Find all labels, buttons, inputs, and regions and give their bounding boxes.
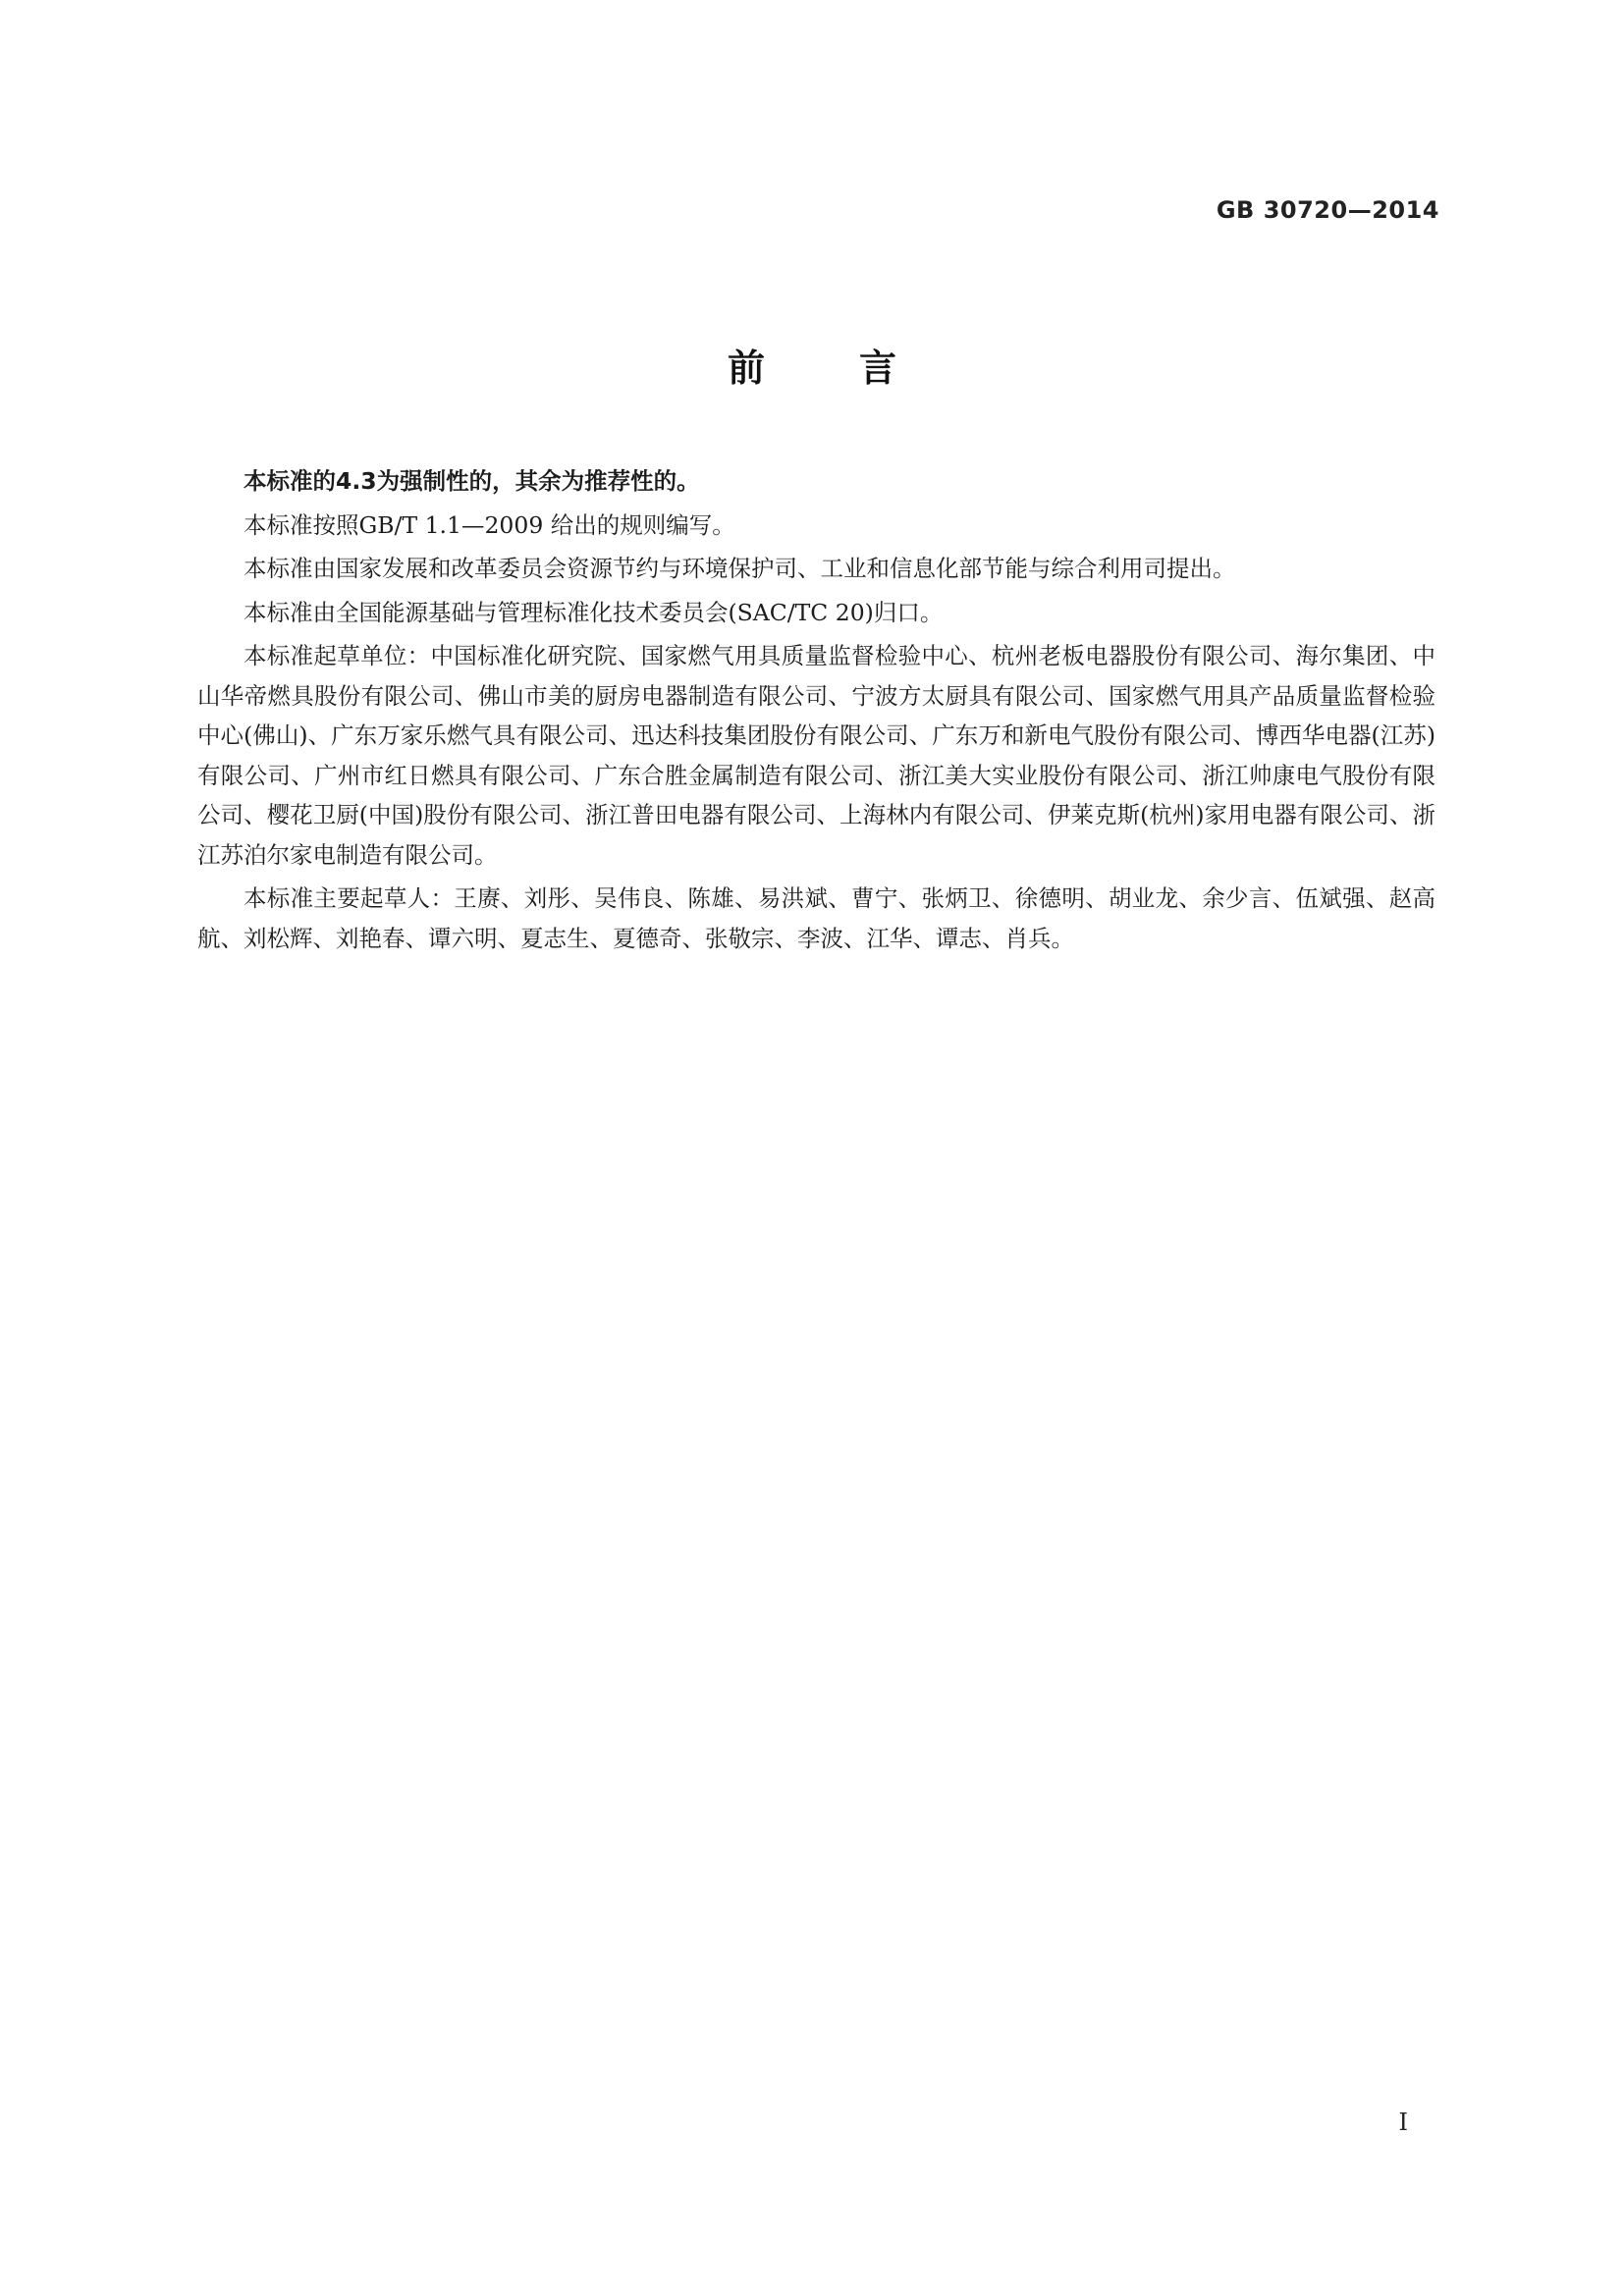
standard-number: GB 30720—2014 — [1216, 196, 1439, 224]
paragraph-technical-committee: 本标准由全国能源基础与管理标准化技术委员会(SAC/TC 20)归口。 — [244, 598, 944, 626]
foreword-body — [197, 461, 1435, 962]
paragraph-drafting-rules: 本标准按照GB/T 1.1—2009 给出的规则编写。 — [244, 510, 735, 539]
paragraph-mandatory-clause: 本标准的4.3为强制性的，其余为推荐性的。 — [244, 467, 700, 495]
paragraph-drafting-organizations: 本标准起草单位：中国标准化研究院、国家燃气用具质量监督检验中心、杭州老板电器股份有限公司、海尔集团、中山华帝燃具股份有限公司、佛山市美的厨房电器制造有限公司、宁波方太厨具有限公司、国家燃气用具产品质量监督检验中心(佛山)、广东万家乐燃气具有限公司、迅达科技集团股份有限公司、广东万和新电气股份有限公司、博西华电器(江苏)有限公司、广州市红日燃具有限公司、广东合胜金属制造有限公司、浙江美大实业股份有限公司、浙江帅康电气股份有限公司、樱花卫厨(中国)股份有限公司、浙江普田电器有限公司、上海林内有限公司、伊莱克斯(杭州)家用电器有限公司、浙江苏泊尔家电制造有限公司。 — [197, 642, 1435, 869]
page-number: I — [1398, 2109, 1408, 2136]
paragraph-main-drafters: 本标准主要起草人：王赓、刘彤、吴伟良、陈雄、易洪斌、曹宁、张炳卫、徐德明、胡业龙、余少言、伍斌强、赵高航、刘松辉、刘艳春、谭六明、夏志生、夏德奇、张敬宗、李波、江华、谭志、肖兵。 — [197, 884, 1435, 952]
page-title: 前言 — [727, 347, 991, 390]
paragraph-proposer: 本标准由国家发展和改革委员会资源节约与环境保护司、工业和信息化部节能与综合利用司提出。 — [244, 555, 1236, 582]
